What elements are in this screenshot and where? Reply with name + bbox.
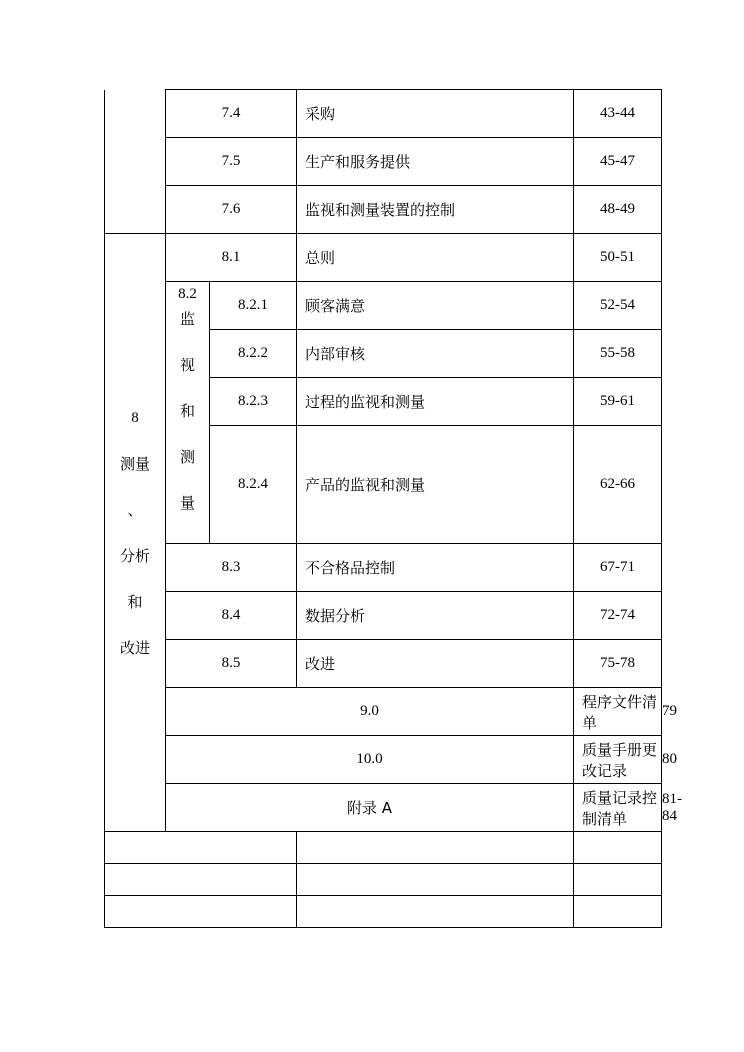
section-title: 质量手册更改记录 [574,736,662,784]
section-title: 数据分析 [297,592,574,640]
table-row [105,138,662,186]
section-8-label-cell [105,234,166,832]
section-82-char: 测 [179,448,195,466]
empty-cell [105,864,297,896]
page-range: 75-78 [574,640,662,688]
section-title: 程序文件清单 [574,688,662,736]
section-8-line: 分析 [119,546,150,565]
page-range: 59-61 [574,378,662,426]
section-number: 7.4 [166,90,297,138]
empty-row [105,896,662,928]
section-title: 产品的监视和测量 [297,426,574,544]
section-number: 7.6 [166,186,297,234]
toc-table [104,89,682,928]
table-row [105,90,662,138]
section-8-line: 测量 [119,454,150,473]
page-range: 67-71 [574,544,662,592]
empty-row [105,832,662,864]
empty-cell [574,864,662,896]
empty-cell [297,832,574,864]
section-title: 过程的监视和测量 [297,378,574,426]
section-number: 9.0 [166,688,574,736]
section-8-line: 、 [127,500,143,519]
section-82-label-cell [166,282,210,544]
section-title: 监视和测量装置的控制 [297,186,574,234]
page-range: 52-54 [574,282,662,330]
empty-cell [297,896,574,928]
section-number: 10.0 [166,736,574,784]
section-number: 8.2.3 [210,378,297,426]
section-title: 采购 [297,90,574,138]
empty-cell [297,864,574,896]
section-8-line: 改进 [119,638,150,657]
empty-cell [105,832,297,864]
section-82-char: 和 [179,402,195,420]
page-range: 55-58 [574,330,662,378]
page-range: 50-51 [574,234,662,282]
table-row [105,592,662,640]
section-8-line: 和 [127,592,143,611]
table-row: 10.0 质量手册更改记录 80 [105,736,662,784]
table-row: 附录 A 质量记录控制清单 81-84 [105,784,662,832]
section-7-cell [105,90,166,234]
section-title: 不合格品控制 [297,544,574,592]
section-82-char: 视 [179,356,195,374]
page-range: 72-74 [574,592,662,640]
table-row [105,544,662,592]
section-title: 顾客满意 [297,282,574,330]
table-row: 9.0 程序文件清单 79 [105,688,662,736]
table-row [105,640,662,688]
section-number: 7.5 [166,138,297,186]
page-range: 62-66 [574,426,662,544]
section-title: 内部审核 [297,330,574,378]
section-82-char: 量 [179,494,195,512]
section-title: 改进 [297,640,574,688]
empty-cell [574,832,662,864]
section-number: 8.5 [166,640,297,688]
section-82-char: 监 [179,310,195,328]
table-row [105,186,662,234]
section-8-number: 8 [131,409,139,426]
section-number: 8.1 [166,234,297,282]
section-number: 8.2.1 [210,282,297,330]
section-number: 附录 A [166,784,574,832]
table-row [105,282,662,330]
section-title: 质量记录控制清单 [574,784,662,832]
section-title: 生产和服务提供 [297,138,574,186]
section-number: 8.3 [166,544,297,592]
empty-cell [574,896,662,928]
page-range: 45-47 [574,138,662,186]
table-row [105,234,662,282]
section-number: 8.2.2 [210,330,297,378]
section-title: 总则 [297,234,574,282]
page-range: 48-49 [574,186,662,234]
empty-row [105,864,662,896]
section-number: 8.4 [166,592,297,640]
page-range: 43-44 [574,90,662,138]
empty-cell [105,896,297,928]
section-number: 8.2.4 [210,426,297,544]
section-82-number: 8.2 [178,286,197,302]
